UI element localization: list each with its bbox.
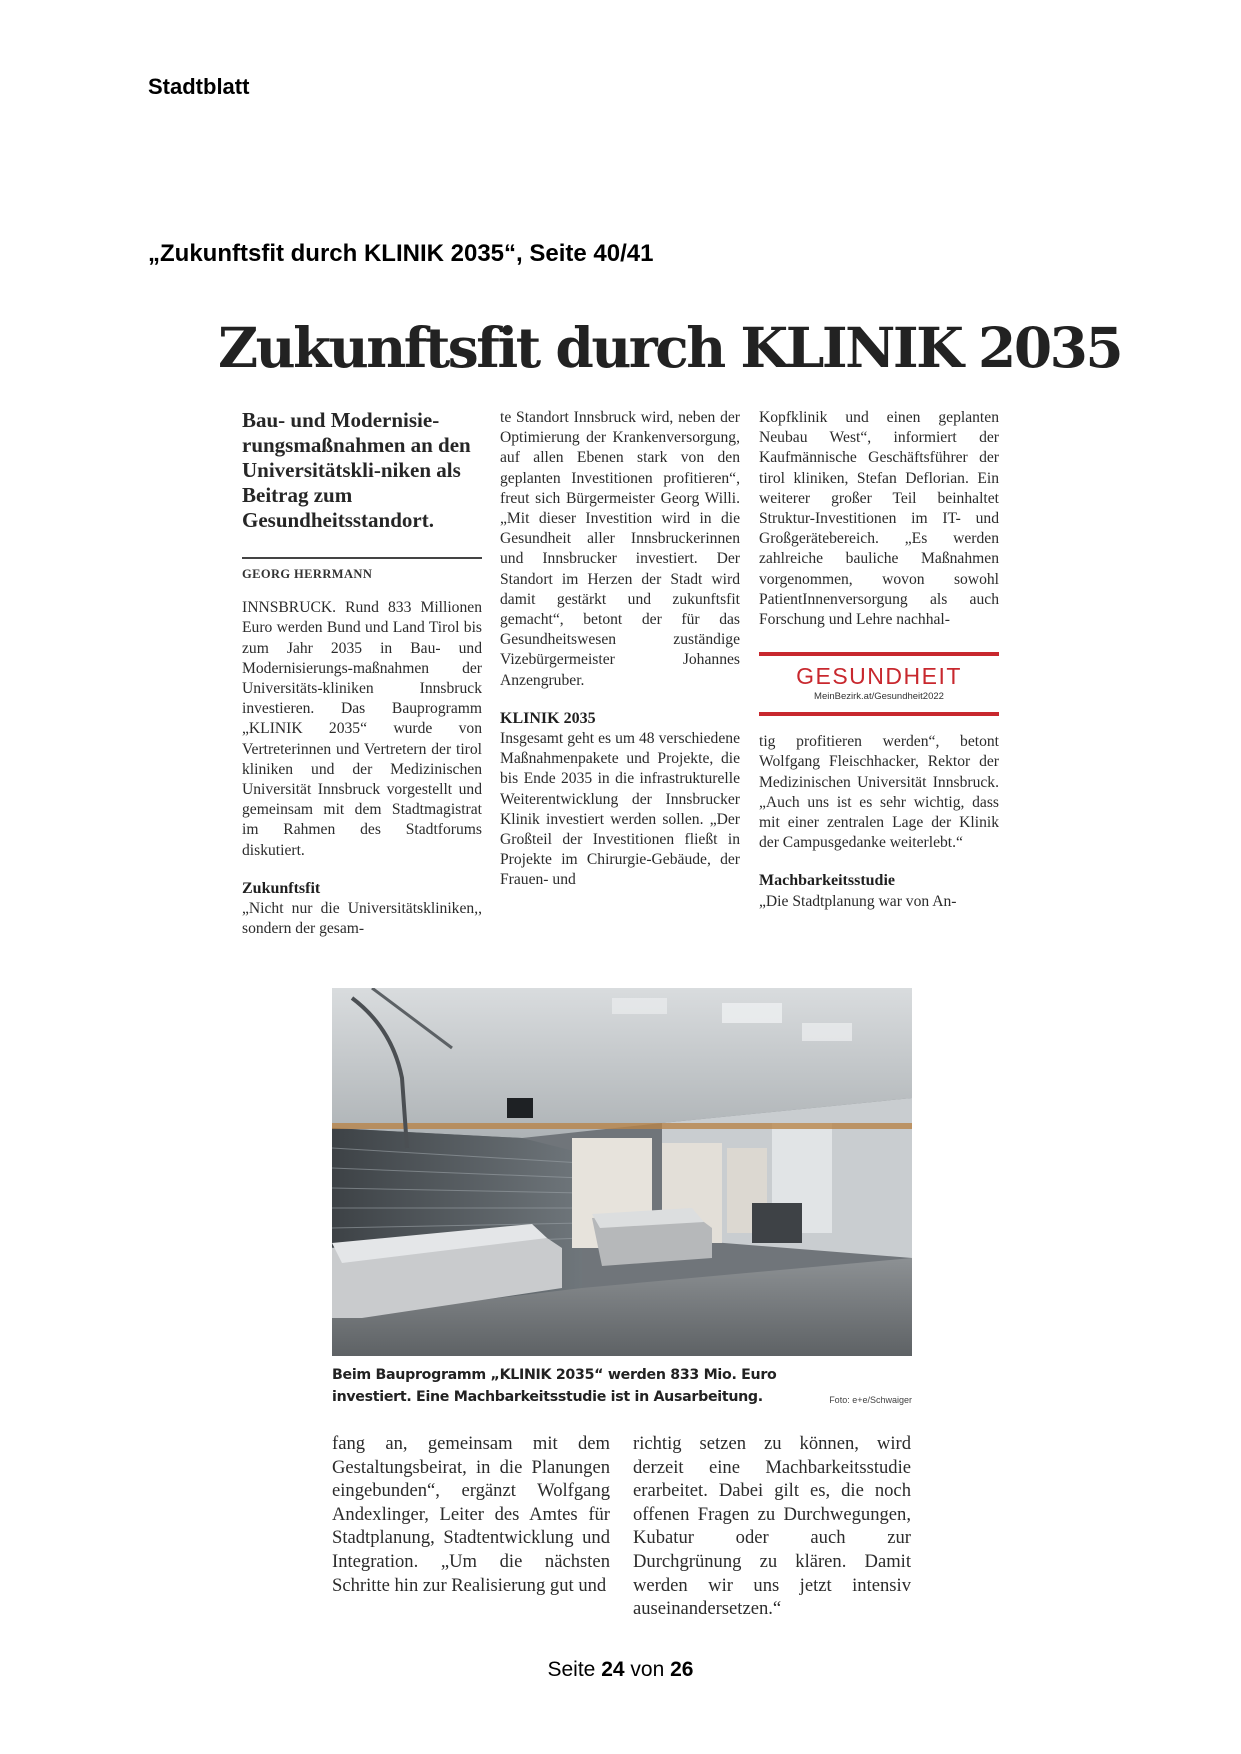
article-teaser: Bau- und Modernisie-rungsmaßnahmen an den Universitätskli-niken als Beitrag zum Gesundheitsstandort.	[242, 408, 471, 532]
subheading-zukunftsfit: Zukunftsfit	[242, 879, 321, 897]
body-paragraph: INNSBRUCK. Rund 833 Millionen Euro werden Bund und Land Tirol bis zum Jahr 2035 in Bau- und Modernisierungs-maßnahmen der Universitäts-kliniken Innsbruck investieren. Das Bauprogramm „KLINIK 2035“ wurde von Vertreterinnen und Vertretern der tirol kliniken und der Medizinischen Universität Innsbruck vorgestellt und gemeinsam mit dem Stadtmagistrat im Rahmen des Stadtforums diskutiert.	[242, 599, 482, 859]
article-column-3	[759, 408, 999, 912]
body-paragraph: „Nicht nur die Universitätskliniken,, sondern der gesam-	[242, 900, 482, 938]
article-author: GEORG HERRMANN	[242, 557, 482, 584]
body-paragraph: richtig setzen zu können, wird derzeit eine Machbarkeitsstudie erarbeitet. Dabei gilt es, die noch offenen Fragen zu Durchwegungen, Kubatur oder auch zur Durchgrünung zu klären. Damit werden wir uns jetzt intensiv auseinandersetzen.“	[633, 1433, 911, 1620]
page-footer	[0, 1658, 1241, 1682]
photo-caption: Beim Bauprogramm „KLINIK 2035“ werden 833 Mio. Euro investiert. Eine Machbarkeitsstudie ist in Ausarbeitung.	[332, 1367, 777, 1405]
footer-current-page: 24	[601, 1658, 625, 1681]
body-paragraph: Insgesamt geht es um 48 verschiedene Maßnahmenpakete und Projekte, die bis Ende 2035 in die infrastrukturelle Weiterentwicklung der Innsbrucker Klinik investiert werden sollen. „Der Großteil der Investitionen fließt in Projekte im Chirurgie-Gebäude, der Frauen- und	[500, 730, 740, 889]
article-headline: Zukunftsfit durch KLINIK 2035	[218, 315, 1122, 380]
article-column-2	[500, 408, 740, 891]
gesundheit-box	[759, 652, 999, 716]
photo-credit: Foto: e+e/Schwaiger	[829, 1395, 912, 1405]
subheading-machbarkeitsstudie: Machbarkeitsstudie	[759, 872, 895, 890]
reference-title: „Zukunftsfit durch KLINIK 2035“, Seite 40/41	[148, 240, 654, 267]
footer-total-pages: 26	[670, 1658, 694, 1681]
bottom-column-1	[332, 1432, 610, 1597]
footer-middle: von	[630, 1658, 665, 1681]
body-paragraph: te Standort Innsbruck wird, neben der Optimierung der Krankenversorgung, auf allen Ebenen stark von den geplanten Investitionen profitieren“, freut sich Bürgermeister Georg Willi. „Mit dieser Investition wird in die Gesundheit aller Innsbruckerinnen und Innsbrucker investiert. Der Standort im Herzen der Stadt wird damit gestärkt und zukunftsfit gemacht“, betont der für das Gesundheitswesen zuständige Vizebürgermeister Johannes Anzengruber.	[500, 409, 740, 689]
subheading-klinik-2035: KLINIK 2035	[500, 709, 596, 727]
gesundheit-title: GESUNDHEIT	[796, 663, 962, 690]
bottom-column-2	[633, 1432, 911, 1621]
source-label: Stadtblatt	[148, 74, 250, 99]
footer-prefix: Seite	[547, 1658, 596, 1681]
body-paragraph: „Die Stadtplanung war von An-	[759, 892, 957, 910]
body-paragraph: Kopfklinik und einen geplanten Neubau West“, informiert der Kaufmännische Geschäftsführer der tirol kliniken, Stefan Deflorian. Ein weiterer großer Teil beinhaltet Struktur-Investitionen im IT- und Großgerätebereich. „Es werden zahlreiche bauliche Maßnahmen vorgenommen, wovon sowohl PatientInnenversorgung als auch Forschung und Lehre nachhal-	[759, 409, 999, 629]
body-paragraph: tig profitieren werden“, betont Wolfgang Fleischhacker, Rektor der Medizinischen Universität Innsbruck. „Auch uns ist es sehr wichtig, dass mit einer zentralen Lage der Klinik der Campusgedanke weiterlebt.“	[759, 733, 999, 852]
article-column-1	[242, 408, 482, 939]
body-paragraph: fang an, gemeinsam mit dem Gestaltungsbeirat, in die Planungen eingebunden“, ergänzt Wolfgang Andexlinger, Leiter des Amtes für Stadtplanung, Stadtentwicklung und Integration. „Um die nächsten Schritte hin zur Realisierung gut und	[332, 1433, 610, 1596]
hospital-ward-photo	[332, 988, 912, 1356]
gesundheit-url: MeinBezirk.at/Gesundheit2022	[814, 691, 944, 703]
